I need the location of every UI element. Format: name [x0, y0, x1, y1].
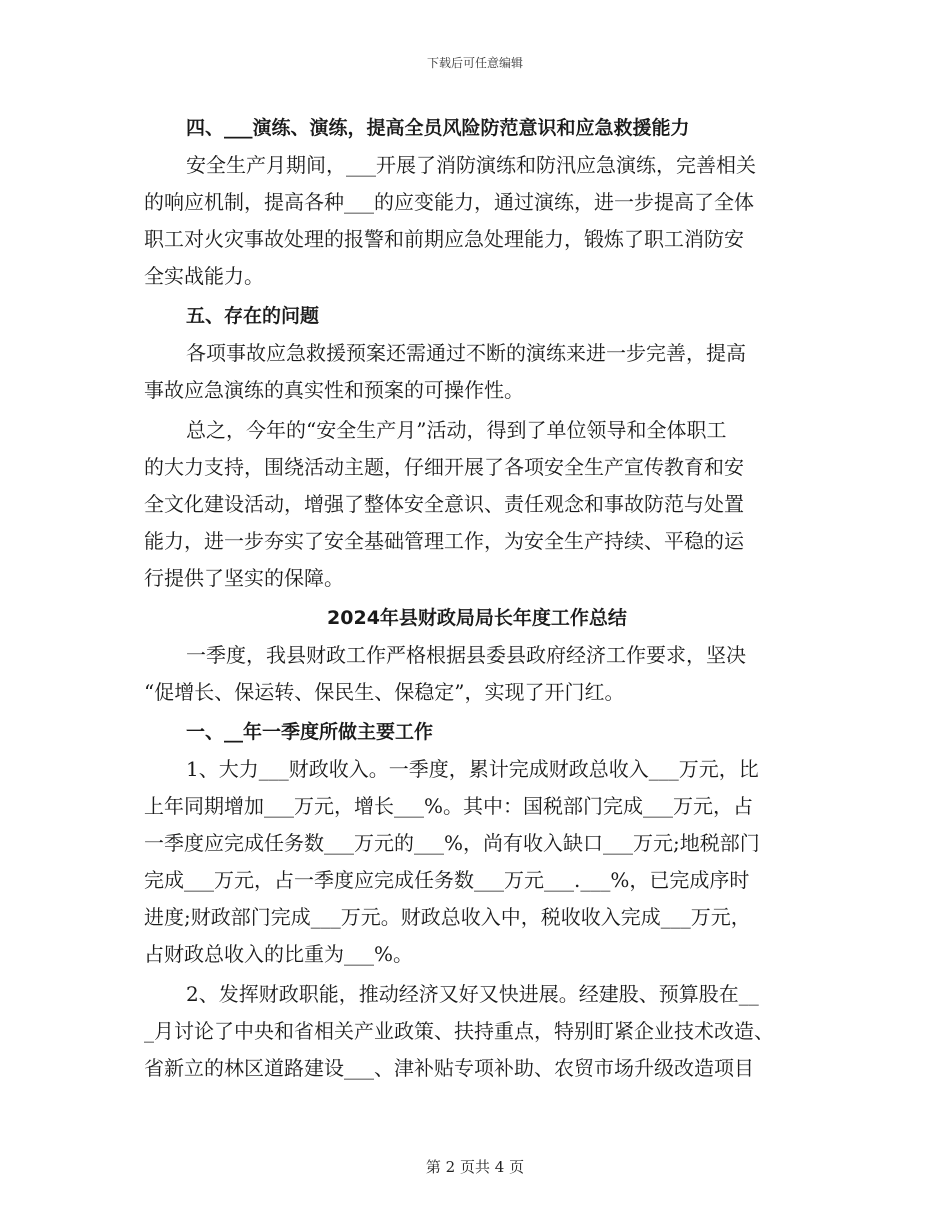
header-note: 下载后可任意编辑 — [426, 56, 523, 70]
paragraph-line: “促增长、保运转、保民生、保稳定”，实现了开门红。 — [144, 680, 625, 704]
paragraph-line: 安全生产月期间，___开展了消防演练和防汛应急演练，完善相关 — [186, 153, 756, 177]
paragraph-line: 的大力支持，围绕活动主题，仔细开展了各项安全生产宣传教育和安 — [144, 455, 744, 479]
paragraph-line: 总之，今年的“安全生产月”活动，得到了单位领导和全体职工 — [186, 418, 727, 442]
page-number: 第 2 页共 4 页 — [425, 1158, 525, 1176]
paragraph-line: 全实战能力。 — [144, 264, 264, 288]
paragraph-line: 完成___万元，占一季度应完成任务数___万元___.___%，已完成序时 — [144, 868, 750, 892]
paragraph-line: 全文化建设活动，增强了整体安全意识、责任观念和事故防范与处置 — [144, 492, 744, 516]
paragraph-line: 占财政总收入的比重为___%。 — [144, 942, 414, 966]
paragraph-line: 省新立的林区道路建设___、津补贴专项补助、农贸市场升级改造项目 — [144, 1056, 754, 1080]
paragraph-line: _月讨论了中央和省相关产业政策、扶持重点，特别盯紧企业技术改造、 — [144, 1019, 774, 1043]
paragraph-line: 一季度，我县财政工作严格根据县委县政府经济工作要求，坚决 — [186, 643, 746, 667]
paragraph-line: 各项事故应急救援预案还需通过不断的演练来进一步完善，提高 — [186, 341, 746, 365]
paragraph-line: 职工对火灾事故处理的报警和前期应急处理能力，锻炼了职工消防安 — [144, 227, 744, 251]
document-body — [144, 110, 810, 1087]
document-title: 2024年县财政局局长年度工作总结 — [327, 607, 627, 629]
paragraph-line: 能力，进一步夯实了安全基础管理工作，为安全生产持续、平稳的运 — [144, 529, 744, 553]
section-heading-1: 一、__年一季度所做主要工作 — [186, 721, 434, 743]
paragraph-line: 1、大力___财政收入。一季度，累计完成财政总收入___万元，比 — [186, 757, 759, 781]
section-heading-4: 四、___演练、演练，提高全员风险防范意识和应急救援能力 — [186, 117, 690, 139]
paragraph-line: 的响应机制，提高各种___的应变能力，通过演练，进一步提高了全体 — [144, 190, 754, 214]
paragraph-line: 一季度应完成任务数___万元的___%，尚有收入缺口___万元;地税部门 — [144, 831, 760, 855]
paragraph-line: 进度;财政部门完成___万元。财政总收入中，税收收入完成___万元， — [144, 905, 751, 929]
paragraph-line: 行提供了坚实的保障。 — [144, 566, 344, 590]
section-heading-5: 五、存在的问题 — [186, 305, 320, 327]
paragraph-line: 2、发挥财政职能，推动经济又好又快进展。经建股、预算股在__ — [186, 982, 759, 1006]
paragraph-line: 上年同期增加___万元，增长___%。其中：国税部门完成___万元，占 — [144, 794, 754, 818]
paragraph-line: 事故应急演练的真实性和预案的可操作性。 — [144, 378, 524, 402]
